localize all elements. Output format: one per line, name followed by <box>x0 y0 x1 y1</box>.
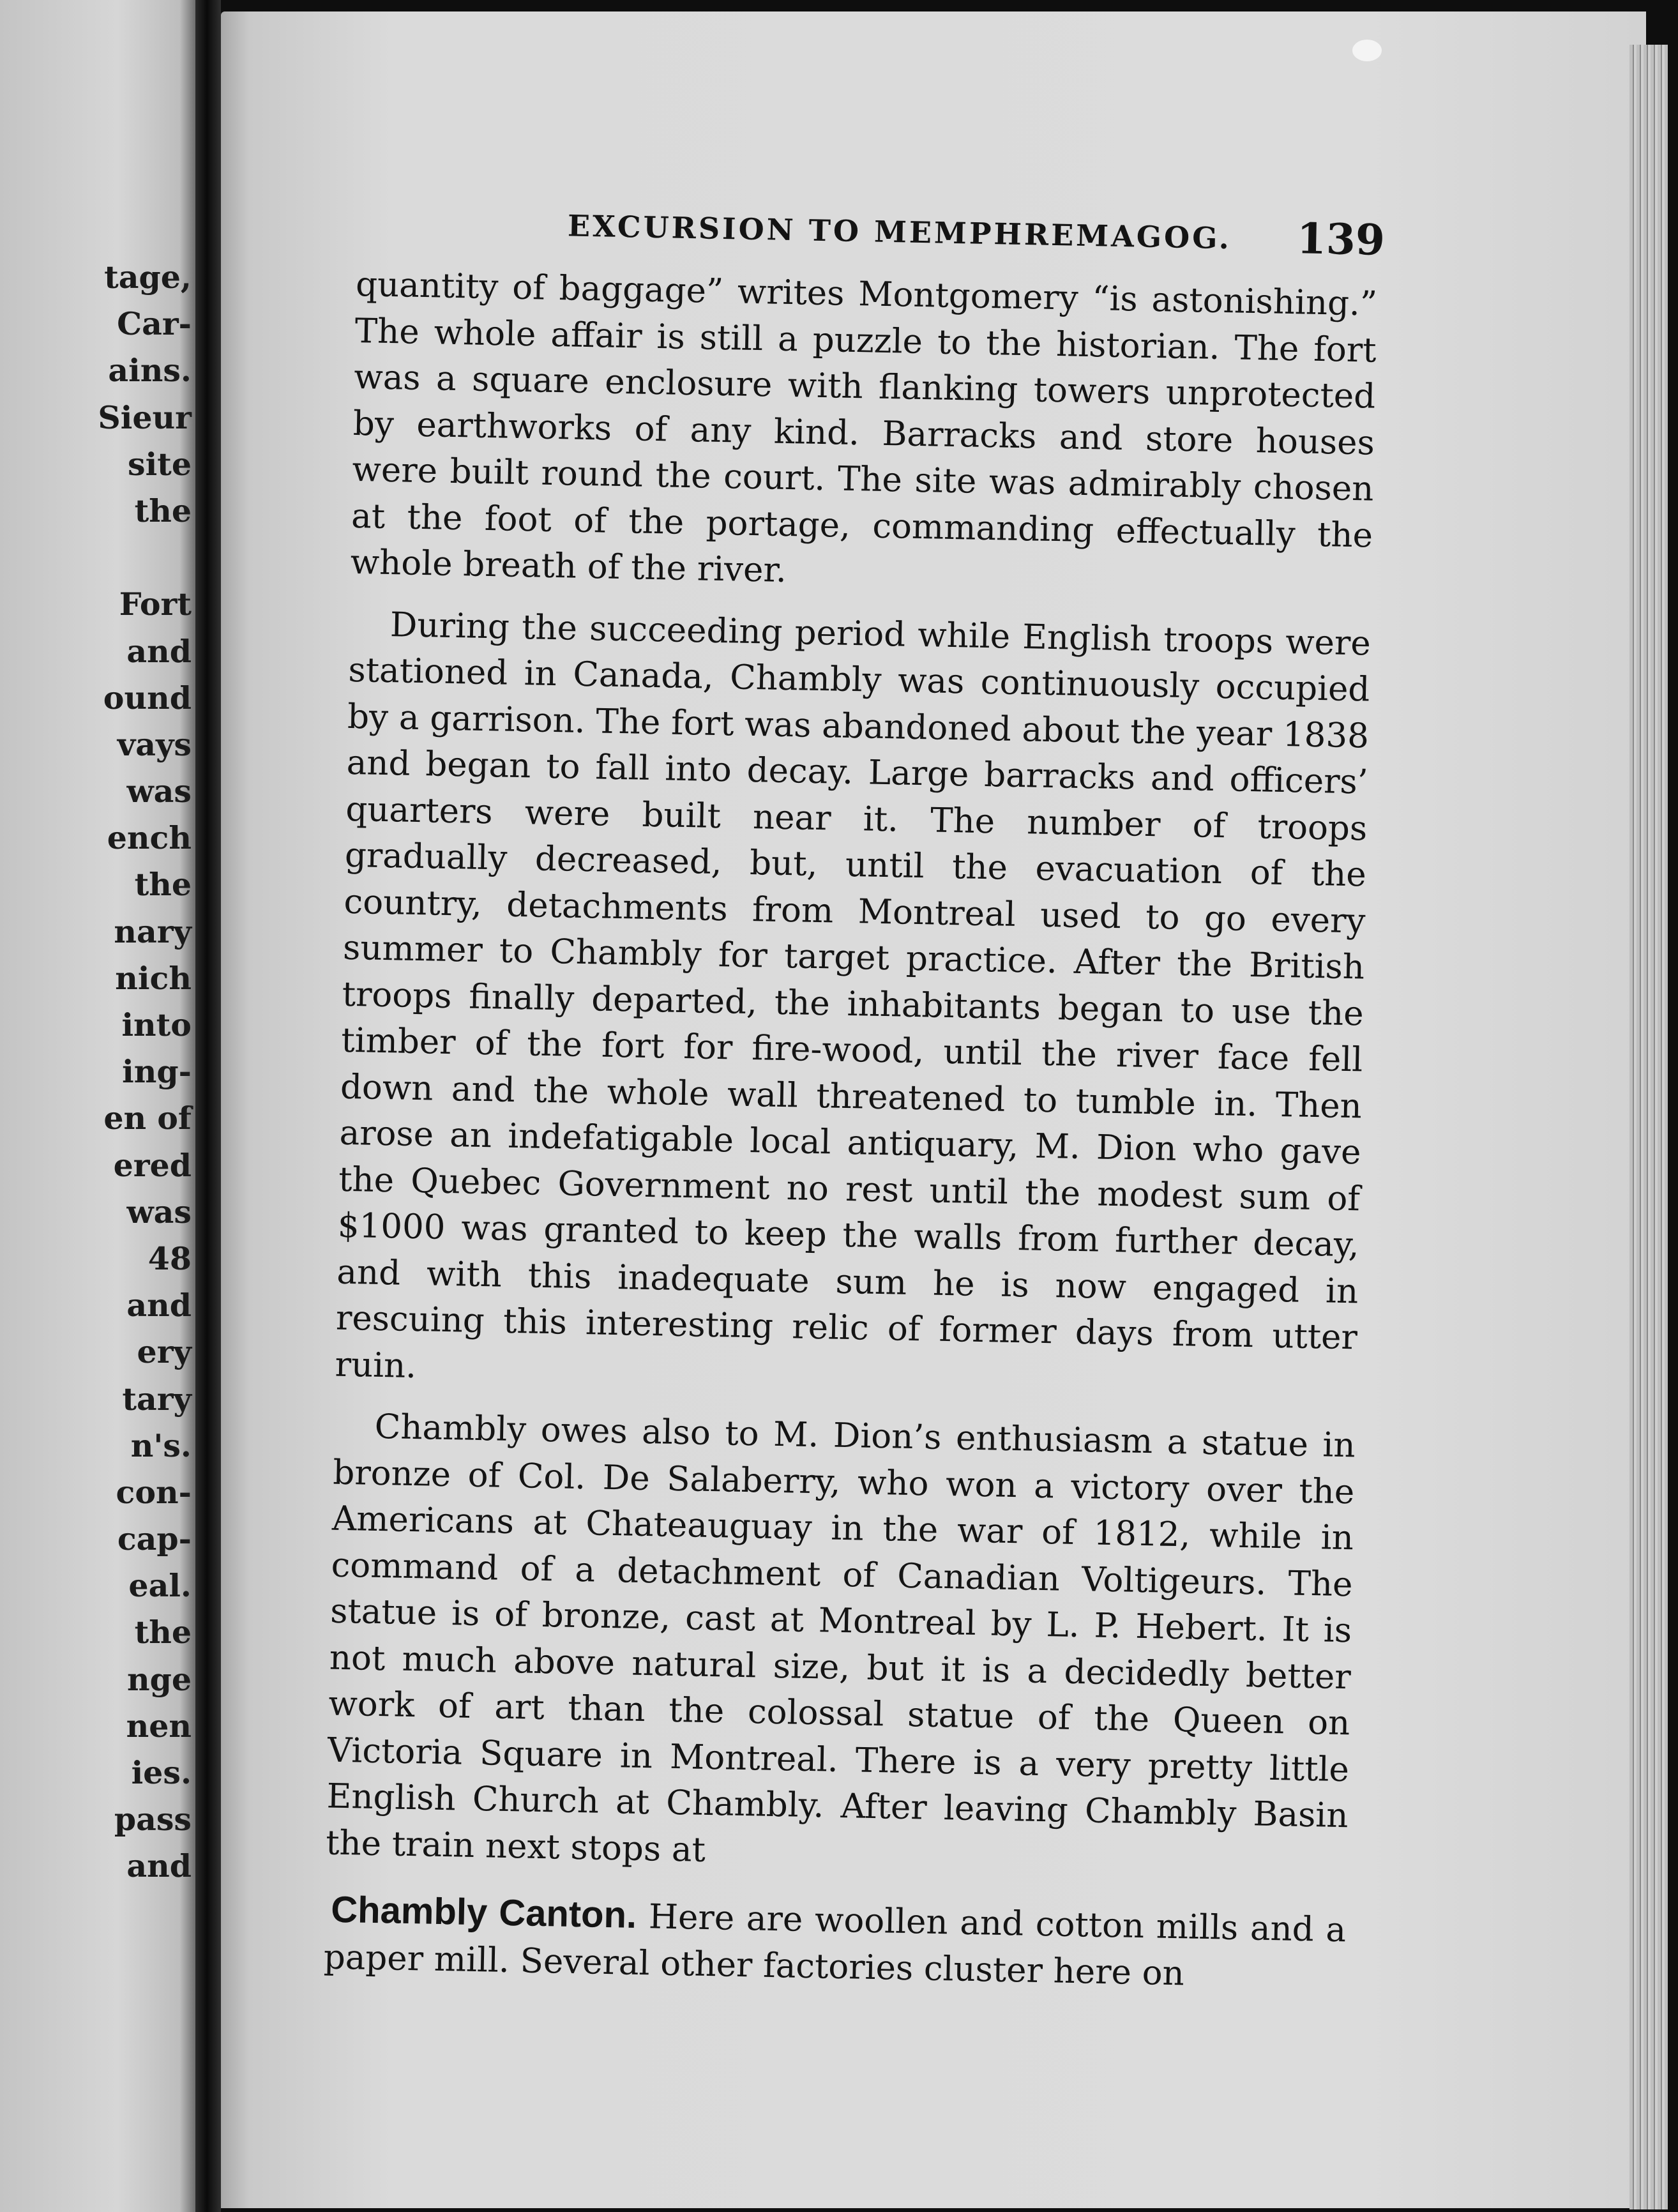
paragraph <box>323 1887 1347 2001</box>
facing-page-line: nge <box>126 1660 192 1698</box>
page-edges <box>1629 45 1668 2209</box>
facing-page-line: Fort <box>119 586 192 623</box>
section-run-in-heading: Chambly Canton. <box>330 1888 637 1936</box>
paragraph: During the succeeding period while English troops were stationed in Canada, Chambly was continuously occupied by a garrison. The fort was abandoned about the year 1838 and began to fall into decay. Large barracks and officers’ quarters were built near it. The number of troops gradually decreased, but, until the evacuation of the country, detachments from Montreal used to go every summer to Chambly for target practice. After the British troops finally departed, the inhabitants began to use the timber of the fort for fire-wood, until the river face fell down and the whole wall threatened to tumble in. Then arose an indefatigable local antiquary, M. Dion who gave the Quebec Government no rest until the modest sum of $1000 was granted to keep the walls from further decay, and with this inadequate sum he is now engaged in rescuing this interesting relic of former days from utter ruin. <box>335 605 1372 1386</box>
page-number: 139 <box>1296 213 1386 265</box>
facing-page-line: nich <box>115 959 192 997</box>
facing-page-line: nary <box>114 913 192 950</box>
facing-page-line: ench <box>107 819 192 857</box>
running-title: EXCURSION TO MEMPHREMAGOG. <box>567 208 1232 256</box>
facing-page-line: con- <box>116 1473 192 1511</box>
facing-page-line: ery <box>137 1333 192 1371</box>
facing-page-line: tary <box>122 1380 192 1418</box>
facing-page-line: was <box>126 773 192 810</box>
facing-page-line: n's. <box>130 1427 192 1464</box>
page-text-block <box>323 192 1386 2000</box>
facing-page-line: ing- <box>122 1053 192 1091</box>
facing-page-line: was <box>126 1193 192 1231</box>
facing-page-text <box>0 254 192 1890</box>
facing-page-line: site <box>127 445 192 483</box>
facing-page-line: and <box>126 1847 192 1885</box>
facing-page-line: tage, <box>104 259 192 296</box>
facing-page-line: the <box>134 492 192 529</box>
facing-page-line: ains. <box>108 352 192 390</box>
facing-page-line <box>0 534 192 581</box>
facing-page-line: vays <box>117 725 192 763</box>
facing-page-line: Car- <box>117 305 192 343</box>
facing-page-line: into <box>121 1006 192 1043</box>
paragraph: quantity of baggage” writes Montgomery “is astonishing.” The whole affair is still a puzzle to the historian. The fort was a square enclosure with flanking towers unprotected by earthworks of any kind. Barracks and store houses were built round the court. The site was admirably chosen at the foot of the portage, commanding effectually the whole breath of the river. <box>350 264 1378 591</box>
paper-speck <box>1352 40 1382 61</box>
facing-page-line: ies. <box>131 1754 192 1791</box>
book-gutter <box>195 0 221 2212</box>
facing-page-line: nen <box>126 1707 192 1745</box>
facing-page-line: ound <box>103 679 192 716</box>
paragraph-text: Here are woollen and cotton mills and a paper mill. Several other factories cluster here on <box>323 1897 1347 1993</box>
facing-page-line: the <box>134 1614 192 1651</box>
facing-page-line: ered <box>113 1146 192 1184</box>
facing-page-line: eal. <box>128 1567 192 1605</box>
paragraph: Chambly owes also to M. Dion’s enthusiasm a statue in bronze of Col. De Salaberry, who won a victory over the Americans at Chateauguay in the war of 1812, while in command of a detachment of Canadian Voltigeurs. The statue is of bronze, cast at Montreal by L. P. Hebert. It is not much above natural size, but it is a decidedly better work of art than the colossal statue of the Queen on Victoria Square in Montreal. There is a very pretty little English Church at Chambly. After leaving Chambly Basin the train next stops at <box>325 1407 1356 1870</box>
facing-page-line: 48 <box>147 1239 192 1277</box>
facing-page-line: cap- <box>117 1520 192 1558</box>
facing-page-line: pass <box>114 1801 192 1838</box>
facing-page-line: and <box>126 632 192 670</box>
facing-page-fragment <box>0 0 195 2212</box>
facing-page-line: and <box>126 1287 192 1324</box>
facing-page-line: the <box>134 866 192 904</box>
facing-page-line: Sieur <box>98 398 192 436</box>
facing-page-line: en of <box>103 1100 192 1137</box>
